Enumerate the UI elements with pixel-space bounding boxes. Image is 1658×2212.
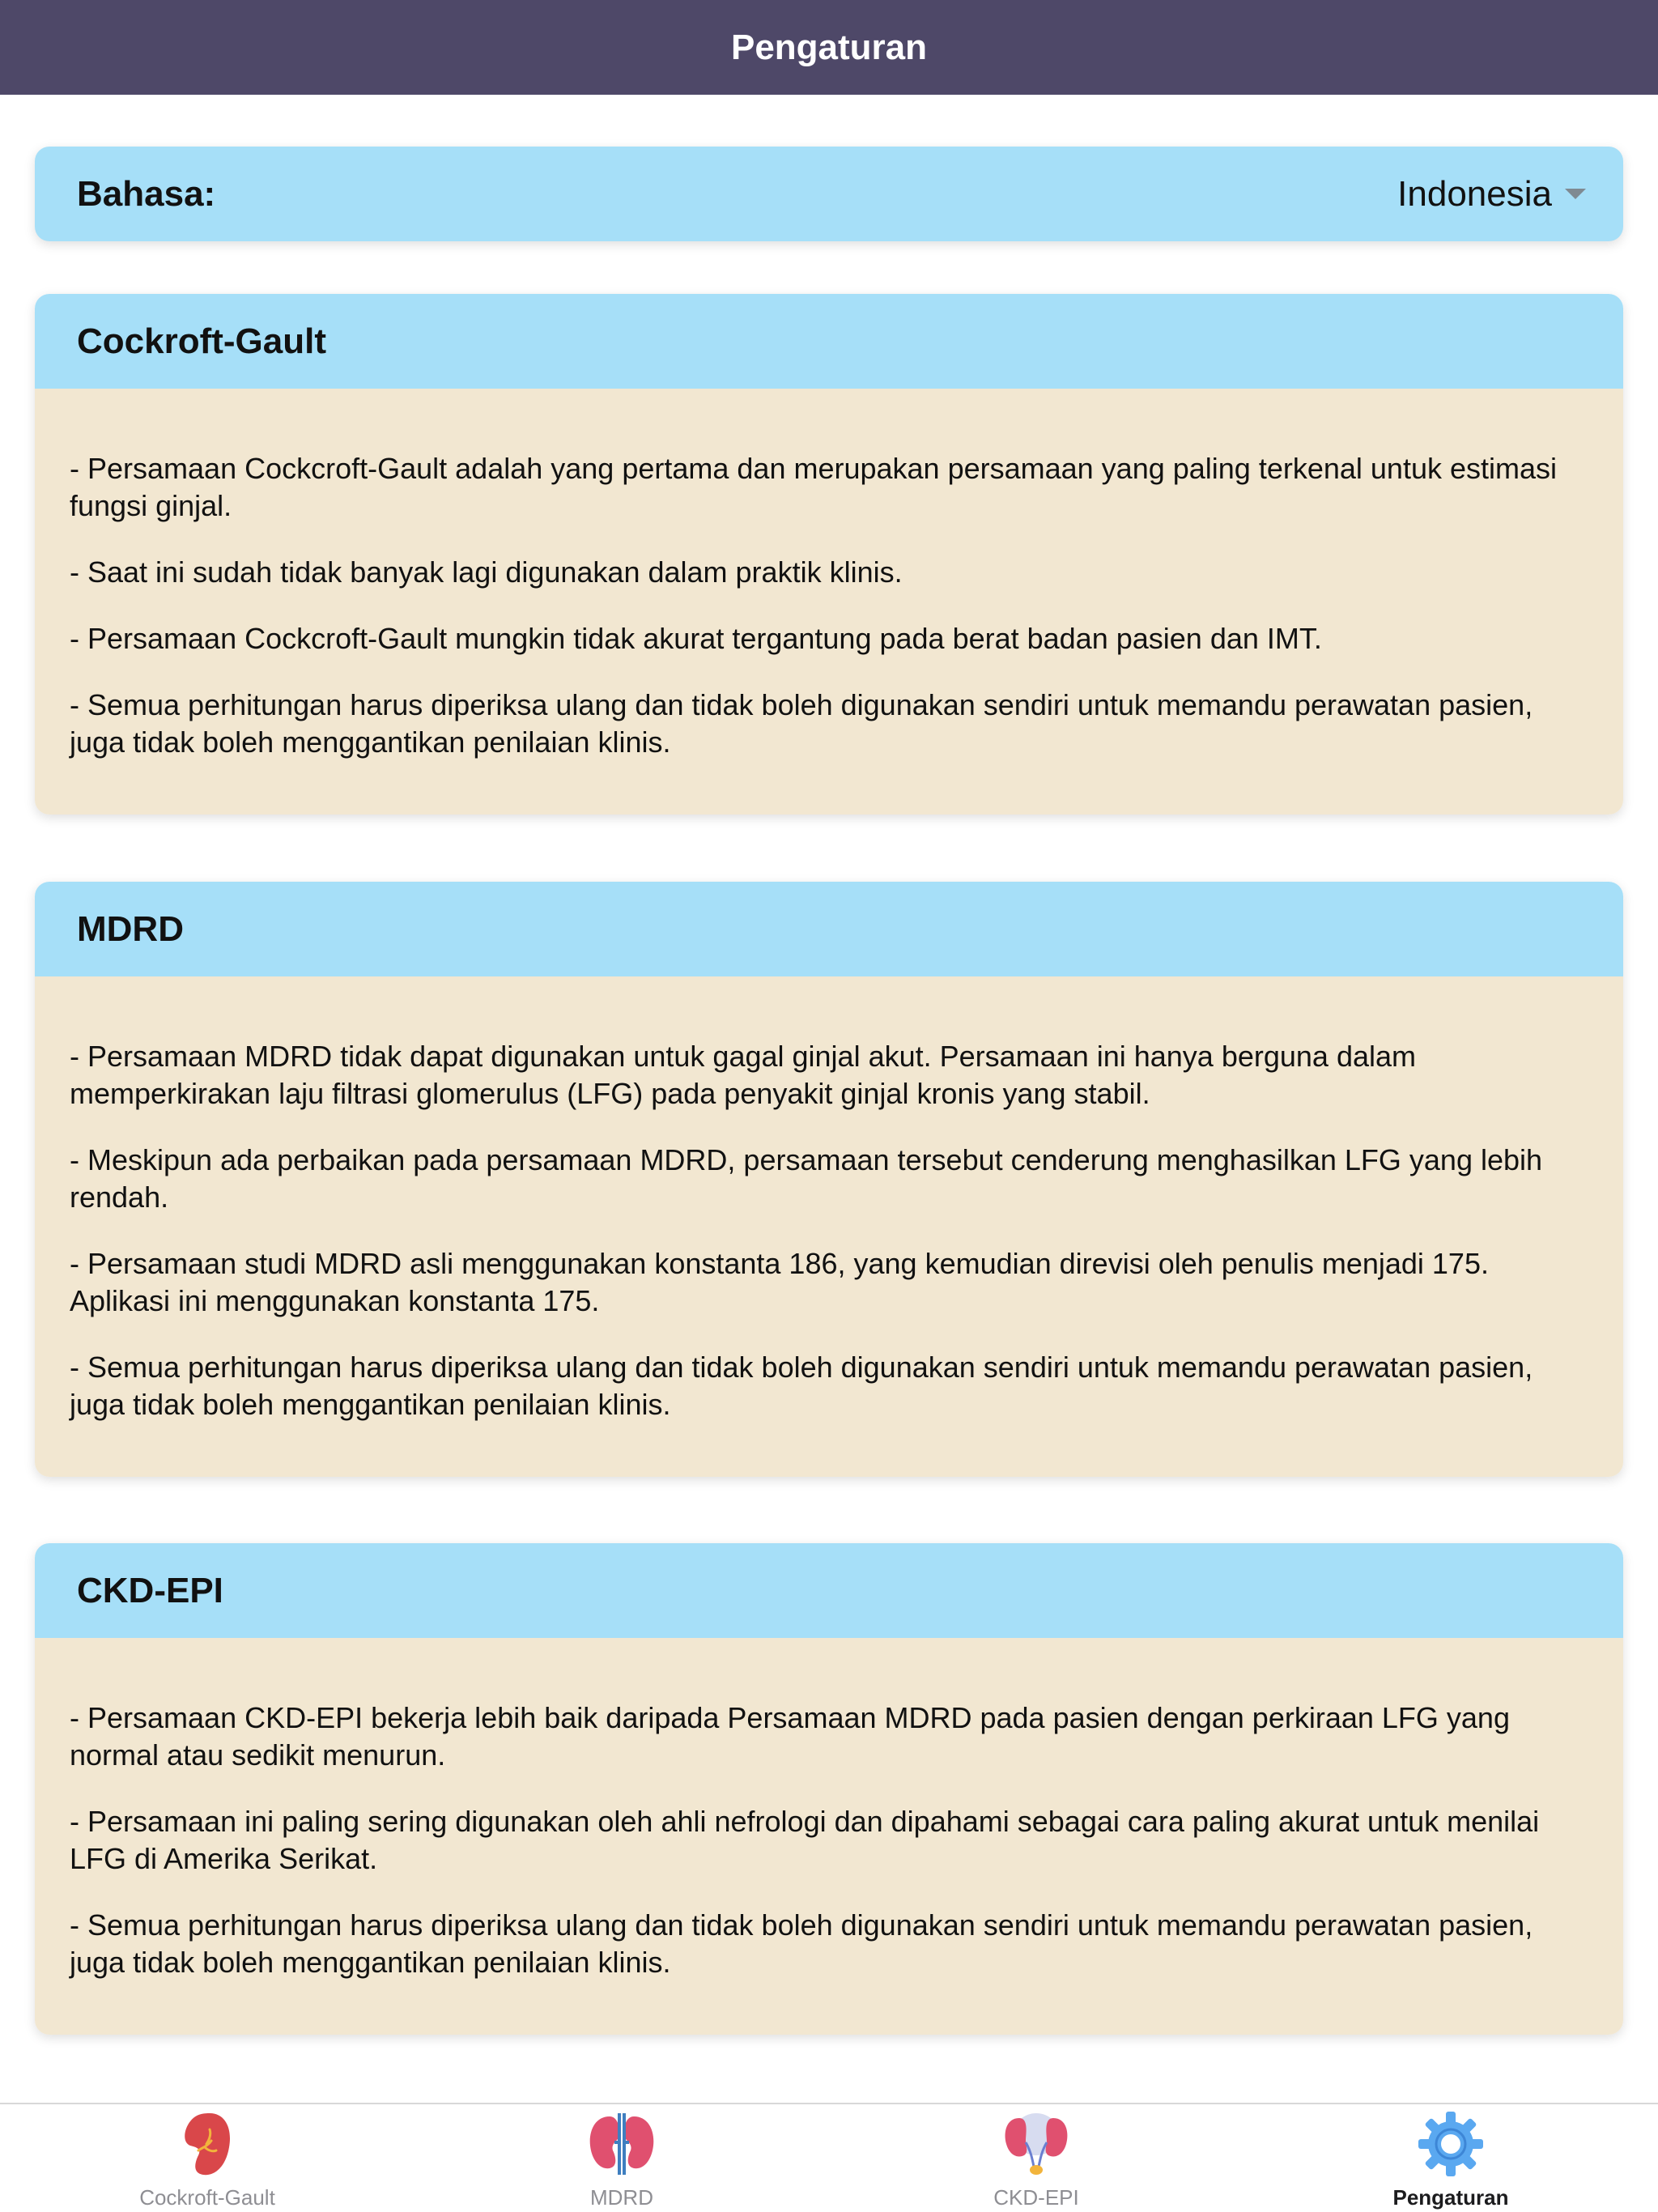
section-mdrd xyxy=(35,882,1623,1477)
gear-icon xyxy=(1414,2109,1487,2179)
settings-content xyxy=(0,95,1658,2103)
language-label: Bahasa: xyxy=(77,173,216,214)
note-item: - Semua perhitungan harus diperiksa ulang dan tidak boleh digunakan sendiri untuk memandu perawatan pasien, juga tidak boleh menggantikan penilaian klinis. xyxy=(70,1351,1533,1421)
note-item: - Persamaan Cockcroft-Gault adalah yang pertama dan merupakan persamaan yang paling terkenal untuk estimasi fungsi ginjal. xyxy=(70,452,1558,522)
tab-pengaturan[interactable] xyxy=(1244,2104,1658,2212)
tab-label: Cockroft-Gault xyxy=(139,2185,275,2210)
language-value: Indonesia xyxy=(1397,173,1552,214)
kidneys-bladder-icon xyxy=(1000,2109,1073,2179)
note-item: - Semua perhitungan harus diperiksa ulang dan tidak boleh digunakan sendiri untuk memandu perawatan pasien, juga tidak boleh menggantikan penilaian klinis. xyxy=(70,1908,1533,1979)
tab-label: Pengaturan xyxy=(1392,2185,1509,2210)
note-item: - Semua perhitungan harus diperiksa ulang dan tidak boleh digunakan sendiri untuk memandu perawatan pasien, juga tidak boleh menggantikan penilaian klinis. xyxy=(70,688,1533,759)
section-body xyxy=(35,389,1623,815)
section-body xyxy=(35,1638,1623,2035)
section-body xyxy=(35,976,1623,1477)
language-select[interactable] xyxy=(1397,174,1586,215)
section-title: Cockroft-Gault xyxy=(77,321,326,361)
kidneys-icon xyxy=(585,2109,658,2179)
kidney-icon xyxy=(171,2109,244,2179)
tab-mdrd[interactable] xyxy=(414,2104,829,2212)
chevron-down-icon xyxy=(1565,189,1586,199)
tab-label: CKD-EPI xyxy=(993,2185,1079,2210)
section-cockroft-gault xyxy=(35,294,1623,815)
note-item: - Saat ini sudah tidak banyak lagi digunakan dalam praktik klinis. xyxy=(70,555,903,589)
section-ckd-epi xyxy=(35,1543,1623,2035)
tab-bar xyxy=(0,2103,1658,2212)
tab-label: MDRD xyxy=(590,2185,653,2210)
tab-cockroft-gault[interactable] xyxy=(0,2104,414,2212)
note-item: - Persamaan CKD-EPI bekerja lebih baik daripada Persamaan MDRD pada pasien dengan perkiraan LFG yang normal atau sedikit menurun. xyxy=(70,1701,1510,1772)
tab-ckd-epi[interactable] xyxy=(829,2104,1244,2212)
note-item: - Persamaan ini paling sering digunakan oleh ahli nefrologi dan dipahami sebagai cara paling akurat untuk menilai LFG di Amerika Serikat. xyxy=(70,1805,1540,1875)
note-item: - Meskipun ada perbaikan pada persamaan MDRD, persamaan tersebut cenderung menghasilkan LFG yang lebih rendah. xyxy=(70,1143,1543,1214)
page-title: Pengaturan xyxy=(730,27,928,67)
section-header xyxy=(35,1543,1623,1638)
note-item: - Persamaan studi MDRD asli menggunakan konstanta 186, yang kemudian direvisi oleh penulis menjadi 175. Aplikasi ini menggunakan konstanta 175. xyxy=(70,1247,1489,1317)
section-header xyxy=(35,882,1623,976)
note-item: - Persamaan Cockcroft-Gault mungkin tidak akurat tergantung pada berat badan pasien dan IMT. xyxy=(70,622,1322,655)
section-title: CKD-EPI xyxy=(77,1570,223,1610)
note-item: - Persamaan MDRD tidak dapat digunakan untuk gagal ginjal akut. Persamaan ini hanya berguna dalam memperkirakan laju filtrasi glomerulus (LFG) pada penyakit ginjal kronis yang stabil. xyxy=(70,1040,1416,1110)
section-header xyxy=(35,294,1623,389)
language-row xyxy=(35,147,1623,241)
navigation-bar xyxy=(0,0,1658,95)
section-title: MDRD xyxy=(77,908,184,949)
